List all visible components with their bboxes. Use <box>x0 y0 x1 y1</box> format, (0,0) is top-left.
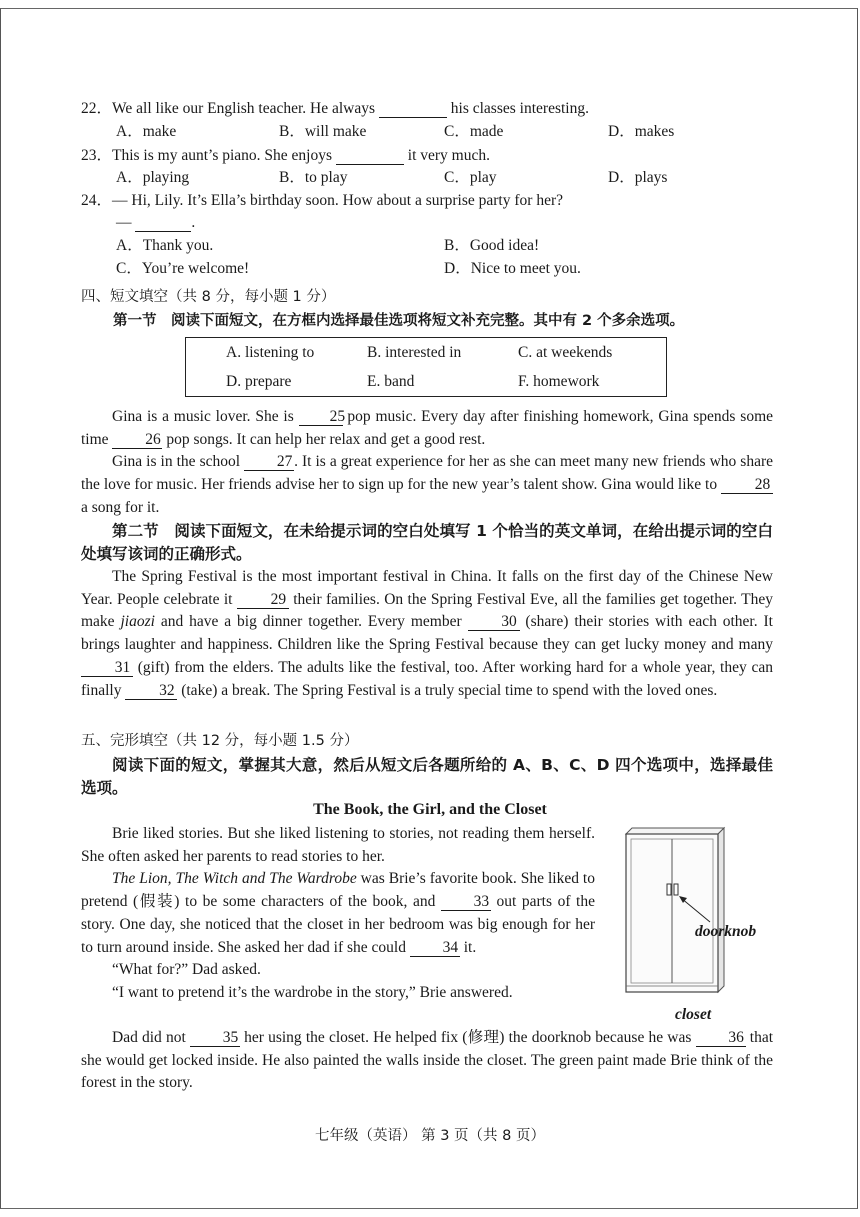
passage-2 <box>81 566 773 702</box>
passage-1 <box>81 406 773 520</box>
part-2-title: 第二节 阅读下面短文，在未给提示词的空白处填写 1 个恰当的英文单词，在给出提示词的空白处填写该词的正确形式。 <box>81 522 773 563</box>
story-column <box>81 823 595 1005</box>
option-d: D．makes <box>608 123 675 140</box>
section-5-instruction: 阅读下面的短文，掌握其大意，然后从短文后各题所给的 A、B、C、D 四个选项中，选择最佳选项。 <box>81 756 773 797</box>
option-item: E. band <box>367 373 415 390</box>
blank-31: 31 <box>81 659 133 677</box>
option-item: B. interested in <box>367 344 462 361</box>
closet-label: closet <box>675 1006 712 1023</box>
option-b: B．to play <box>279 169 348 186</box>
page-footer: 七年级（英语） 第 3 页（共 8 页） <box>315 1128 545 1144</box>
paragraph: “What for?” Dad asked. <box>112 961 261 979</box>
answer-blank <box>336 147 404 165</box>
part-1-title: 第一节 阅读下面短文，在方框内选择最佳选项将短文补充完整。其中有 2 个多余选项。 <box>113 313 685 329</box>
blank-30: 30 <box>468 613 520 631</box>
option-c: C．play <box>444 169 497 186</box>
story-title: The Book, the Girl, and the Closet <box>313 801 547 818</box>
option-a: A．Thank you. <box>116 237 214 254</box>
blank-35: 35 <box>190 1029 240 1047</box>
paragraph: The Lion, The Witch and The Wardrobe was Brie’s favorite book. She liked to pretend (假装) to be some characters of the book, and 33 out parts of the story. One day, she noticed that the closet in her bedroom was big enough for her to turn around inside. She asked her dad if she could 34 it. <box>81 870 595 956</box>
option-item: C. at weekends <box>518 344 613 361</box>
question-24: 24．— Hi, Lily. It’s Ella’s birthday soon. How about a surprise party for her? <box>81 192 563 209</box>
question-23: 23．This is my aunt’s piano. She enjoys it very much. <box>81 147 490 164</box>
option-a: A．make <box>116 123 177 140</box>
option-c: C．made <box>444 123 504 140</box>
paragraph: Gina is a music lover. She is 25 pop music. Every day after finishing homework, Gina spends some time 26 pop songs. It can help her relax and get a good rest. <box>81 408 773 448</box>
option-item: D. prepare <box>226 373 292 390</box>
blank-26: 26 <box>112 431 162 449</box>
option-b: B．will make <box>279 123 367 140</box>
option-item: A. listening to <box>226 344 315 361</box>
blank-25: 25 <box>299 408 343 426</box>
blank-27: 27 <box>244 453 294 471</box>
blank-29: 29 <box>237 591 289 609</box>
option-d: D．Nice to meet you. <box>444 260 581 277</box>
reply-line: — . <box>116 214 196 231</box>
blank-34: 34 <box>410 939 460 957</box>
option-item: F. homework <box>518 373 600 390</box>
blank-36: 36 <box>696 1029 746 1047</box>
paragraph: Gina is in the school 27 . It is a great experience for her as she can meet many new friends who share the love for music. Her friends advise her to sign up for the new year’s talent show. Gina would like to 28 a song for it. <box>81 453 774 516</box>
paragraph: “I want to pretend it’s the wardrobe in the story,” Brie answered. <box>112 983 513 1001</box>
section-5-title: 五、完形填空（共 12 分，每小题 1.5 分） <box>81 733 359 749</box>
paragraph: Dad did not 35 her using the closet. He helped fix (修理) the doorknob because he was 36 that she would get locked inside. He also painted the walls inside the closet. The green paint made Brie think of the forest in the story. <box>81 1029 774 1092</box>
doorknob-label: doorknob <box>695 923 757 940</box>
blank-28: 28 <box>721 476 773 494</box>
option-d: D．plays <box>608 169 668 186</box>
section-4-title: 四、短文填空（共 8 分，每小题 1 分） <box>81 289 336 305</box>
answer-blank <box>379 100 447 118</box>
blank-32: 32 <box>125 682 177 700</box>
option-c: C．You’re welcome! <box>116 260 250 277</box>
option-a: A．playing <box>116 169 190 186</box>
closet-illustration <box>618 826 778 1002</box>
story-paragraph-full <box>81 1027 773 1095</box>
paragraph: The Spring Festival is the most important festival in China. It falls on the first day of the Chinese New Year. People celebrate it 29 their families. On the Spring Festival Eve, all the families get together. They make jiaozi and have a big dinner together. Every member 30 (share) their stories with each other. It brings laughter and happiness. Children like the Spring Festival because they can get lucky money and many 31 (gift) from the elders. The adults like the festival, too. After working hard for a whole year, they can finally 32 (take) a break. The Spring Festival is a truly special time to spend with the loved ones. <box>81 568 773 699</box>
paragraph: Brie liked stories. But she liked listening to stories, not reading them herself. She often asked her parents to read stories to her. <box>81 825 595 865</box>
answer-blank <box>135 214 191 232</box>
blank-33: 33 <box>441 893 491 911</box>
question-22: 22．We all like our English teacher. He always his classes interesting. <box>81 100 589 117</box>
option-b: B．Good idea! <box>444 237 540 254</box>
